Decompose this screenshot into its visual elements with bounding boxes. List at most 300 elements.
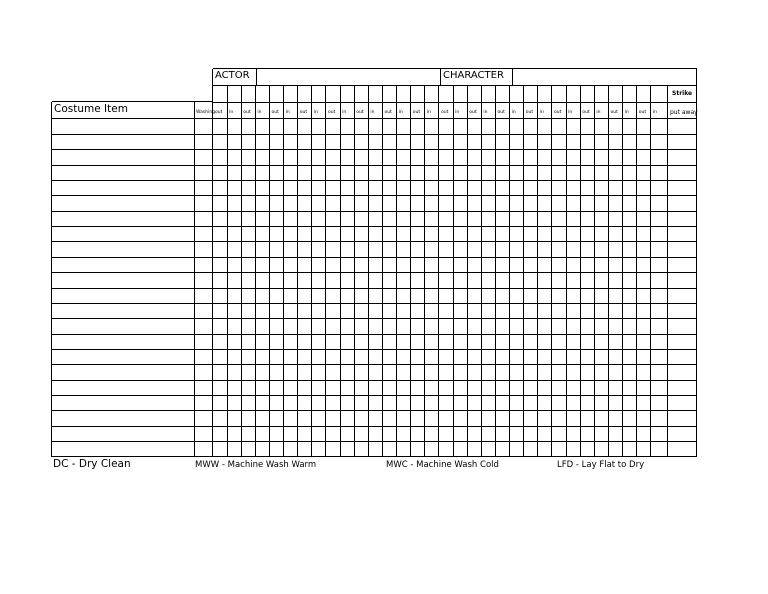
out-cell[interactable] xyxy=(439,303,453,318)
in-cell[interactable] xyxy=(481,411,495,426)
in-cell[interactable] xyxy=(623,288,637,303)
in-cell[interactable] xyxy=(651,396,665,411)
out-cell[interactable] xyxy=(552,349,566,364)
out-cell[interactable] xyxy=(213,396,227,411)
out-cell[interactable] xyxy=(241,349,255,364)
out-cell[interactable] xyxy=(637,380,651,395)
out-cell[interactable] xyxy=(298,196,312,211)
out-cell[interactable] xyxy=(298,319,312,334)
in-cell[interactable] xyxy=(312,365,326,380)
in-cell[interactable] xyxy=(284,196,298,211)
in-cell[interactable] xyxy=(481,442,495,457)
in-cell[interactable] xyxy=(227,134,241,149)
out-cell[interactable] xyxy=(524,211,538,226)
in-cell[interactable] xyxy=(340,334,354,349)
out-cell[interactable] xyxy=(411,227,425,242)
in-cell[interactable] xyxy=(623,319,637,334)
in-cell[interactable] xyxy=(425,380,439,395)
out-cell[interactable] xyxy=(270,273,284,288)
out-cell[interactable] xyxy=(580,365,594,380)
costume-item-cell[interactable] xyxy=(52,396,194,411)
in-cell[interactable] xyxy=(510,150,524,165)
put-away-cell[interactable] xyxy=(668,426,697,441)
in-cell[interactable] xyxy=(538,211,552,226)
out-cell[interactable] xyxy=(411,150,425,165)
in-cell[interactable] xyxy=(538,288,552,303)
in-cell[interactable] xyxy=(481,119,495,134)
in-cell[interactable] xyxy=(312,334,326,349)
in-cell[interactable] xyxy=(623,227,637,242)
out-cell[interactable] xyxy=(241,273,255,288)
in-cell[interactable] xyxy=(425,288,439,303)
in-cell[interactable] xyxy=(340,288,354,303)
out-cell[interactable] xyxy=(609,396,623,411)
in-cell[interactable] xyxy=(510,349,524,364)
in-cell[interactable] xyxy=(312,273,326,288)
in-cell[interactable] xyxy=(453,134,467,149)
in-cell[interactable] xyxy=(255,396,269,411)
in-cell[interactable] xyxy=(566,196,580,211)
out-cell[interactable] xyxy=(241,119,255,134)
washing-cell[interactable] xyxy=(194,411,213,426)
washing-cell[interactable] xyxy=(194,180,213,195)
out-cell[interactable] xyxy=(552,319,566,334)
in-cell[interactable] xyxy=(566,242,580,257)
out-cell[interactable] xyxy=(637,334,651,349)
out-cell[interactable] xyxy=(354,396,368,411)
out-cell[interactable] xyxy=(213,150,227,165)
out-cell[interactable] xyxy=(524,196,538,211)
out-cell[interactable] xyxy=(383,365,397,380)
out-cell[interactable] xyxy=(524,334,538,349)
out-cell[interactable] xyxy=(439,227,453,242)
out-cell[interactable] xyxy=(326,303,340,318)
put-away-cell[interactable] xyxy=(668,119,697,134)
out-cell[interactable] xyxy=(524,134,538,149)
in-cell[interactable] xyxy=(255,134,269,149)
in-cell[interactable] xyxy=(284,180,298,195)
in-cell[interactable] xyxy=(284,273,298,288)
in-cell[interactable] xyxy=(368,150,382,165)
out-cell[interactable] xyxy=(467,380,481,395)
out-cell[interactable] xyxy=(439,396,453,411)
in-cell[interactable] xyxy=(368,180,382,195)
out-cell[interactable] xyxy=(298,165,312,180)
in-cell[interactable] xyxy=(340,442,354,457)
in-cell[interactable] xyxy=(453,319,467,334)
out-cell[interactable] xyxy=(326,365,340,380)
in-cell[interactable] xyxy=(594,242,608,257)
washing-cell[interactable] xyxy=(194,119,213,134)
in-cell[interactable] xyxy=(255,119,269,134)
in-cell[interactable] xyxy=(284,349,298,364)
out-cell[interactable] xyxy=(496,411,510,426)
out-cell[interactable] xyxy=(383,411,397,426)
in-cell[interactable] xyxy=(397,349,411,364)
in-cell[interactable] xyxy=(510,319,524,334)
out-cell[interactable] xyxy=(467,442,481,457)
in-cell[interactable] xyxy=(594,349,608,364)
out-cell[interactable] xyxy=(383,257,397,272)
out-cell[interactable] xyxy=(496,442,510,457)
out-cell[interactable] xyxy=(270,319,284,334)
in-cell[interactable] xyxy=(453,396,467,411)
out-cell[interactable] xyxy=(609,334,623,349)
out-cell[interactable] xyxy=(213,227,227,242)
in-cell[interactable] xyxy=(227,426,241,441)
out-cell[interactable] xyxy=(524,380,538,395)
in-cell[interactable] xyxy=(227,349,241,364)
out-cell[interactable] xyxy=(609,273,623,288)
in-cell[interactable] xyxy=(312,319,326,334)
out-cell[interactable] xyxy=(270,288,284,303)
out-cell[interactable] xyxy=(270,349,284,364)
out-cell[interactable] xyxy=(270,442,284,457)
in-cell[interactable] xyxy=(566,365,580,380)
out-cell[interactable] xyxy=(580,134,594,149)
in-cell[interactable] xyxy=(255,196,269,211)
out-cell[interactable] xyxy=(439,257,453,272)
out-cell[interactable] xyxy=(411,119,425,134)
in-cell[interactable] xyxy=(284,257,298,272)
out-cell[interactable] xyxy=(354,319,368,334)
washing-cell[interactable] xyxy=(194,273,213,288)
in-cell[interactable] xyxy=(284,396,298,411)
out-cell[interactable] xyxy=(326,257,340,272)
in-cell[interactable] xyxy=(227,165,241,180)
in-cell[interactable] xyxy=(623,196,637,211)
put-away-cell[interactable] xyxy=(668,273,697,288)
in-cell[interactable] xyxy=(340,134,354,149)
out-cell[interactable] xyxy=(580,396,594,411)
in-cell[interactable] xyxy=(538,196,552,211)
out-cell[interactable] xyxy=(241,442,255,457)
in-cell[interactable] xyxy=(623,365,637,380)
in-cell[interactable] xyxy=(651,180,665,195)
in-cell[interactable] xyxy=(651,165,665,180)
out-cell[interactable] xyxy=(241,334,255,349)
in-cell[interactable] xyxy=(623,442,637,457)
out-cell[interactable] xyxy=(354,349,368,364)
in-cell[interactable] xyxy=(538,257,552,272)
in-cell[interactable] xyxy=(397,227,411,242)
in-cell[interactable] xyxy=(340,257,354,272)
in-cell[interactable] xyxy=(312,396,326,411)
out-cell[interactable] xyxy=(298,411,312,426)
in-cell[interactable] xyxy=(227,227,241,242)
in-cell[interactable] xyxy=(368,242,382,257)
in-cell[interactable] xyxy=(623,242,637,257)
out-cell[interactable] xyxy=(467,257,481,272)
in-cell[interactable] xyxy=(594,180,608,195)
in-cell[interactable] xyxy=(594,119,608,134)
in-cell[interactable] xyxy=(255,380,269,395)
costume-item-cell[interactable] xyxy=(52,180,194,195)
out-cell[interactable] xyxy=(609,134,623,149)
in-cell[interactable] xyxy=(453,442,467,457)
out-cell[interactable] xyxy=(326,396,340,411)
in-cell[interactable] xyxy=(425,273,439,288)
in-cell[interactable] xyxy=(312,227,326,242)
out-cell[interactable] xyxy=(213,119,227,134)
in-cell[interactable] xyxy=(538,180,552,195)
in-cell[interactable] xyxy=(481,150,495,165)
in-cell[interactable] xyxy=(397,196,411,211)
in-cell[interactable] xyxy=(340,365,354,380)
in-cell[interactable] xyxy=(425,242,439,257)
out-cell[interactable] xyxy=(298,380,312,395)
out-cell[interactable] xyxy=(270,411,284,426)
out-cell[interactable] xyxy=(467,165,481,180)
out-cell[interactable] xyxy=(580,426,594,441)
in-cell[interactable] xyxy=(510,426,524,441)
out-cell[interactable] xyxy=(326,134,340,149)
in-cell[interactable] xyxy=(594,442,608,457)
out-cell[interactable] xyxy=(383,211,397,226)
costume-item-cell[interactable] xyxy=(52,334,194,349)
in-cell[interactable] xyxy=(453,150,467,165)
out-cell[interactable] xyxy=(354,411,368,426)
in-cell[interactable] xyxy=(623,273,637,288)
out-cell[interactable] xyxy=(326,426,340,441)
in-cell[interactable] xyxy=(397,303,411,318)
out-cell[interactable] xyxy=(411,165,425,180)
out-cell[interactable] xyxy=(326,165,340,180)
out-cell[interactable] xyxy=(580,303,594,318)
in-cell[interactable] xyxy=(623,180,637,195)
in-cell[interactable] xyxy=(538,396,552,411)
out-cell[interactable] xyxy=(496,273,510,288)
in-cell[interactable] xyxy=(594,396,608,411)
out-cell[interactable] xyxy=(609,165,623,180)
in-cell[interactable] xyxy=(425,426,439,441)
out-cell[interactable] xyxy=(524,257,538,272)
in-cell[interactable] xyxy=(510,288,524,303)
out-cell[interactable] xyxy=(496,365,510,380)
in-cell[interactable] xyxy=(538,242,552,257)
out-cell[interactable] xyxy=(609,211,623,226)
in-cell[interactable] xyxy=(397,273,411,288)
costume-item-cell[interactable] xyxy=(52,380,194,395)
washing-cell[interactable] xyxy=(194,349,213,364)
out-cell[interactable] xyxy=(383,150,397,165)
in-cell[interactable] xyxy=(594,319,608,334)
out-cell[interactable] xyxy=(467,227,481,242)
in-cell[interactable] xyxy=(284,211,298,226)
out-cell[interactable] xyxy=(213,426,227,441)
in-cell[interactable] xyxy=(538,227,552,242)
put-away-cell[interactable] xyxy=(668,257,697,272)
put-away-cell[interactable] xyxy=(668,196,697,211)
in-cell[interactable] xyxy=(425,442,439,457)
out-cell[interactable] xyxy=(637,180,651,195)
out-cell[interactable] xyxy=(467,211,481,226)
put-away-cell[interactable] xyxy=(668,365,697,380)
out-cell[interactable] xyxy=(609,349,623,364)
in-cell[interactable] xyxy=(566,227,580,242)
out-cell[interactable] xyxy=(354,242,368,257)
out-cell[interactable] xyxy=(411,319,425,334)
in-cell[interactable] xyxy=(651,227,665,242)
out-cell[interactable] xyxy=(411,349,425,364)
in-cell[interactable] xyxy=(368,196,382,211)
out-cell[interactable] xyxy=(637,150,651,165)
in-cell[interactable] xyxy=(397,334,411,349)
in-cell[interactable] xyxy=(340,227,354,242)
out-cell[interactable] xyxy=(241,411,255,426)
out-cell[interactable] xyxy=(552,134,566,149)
in-cell[interactable] xyxy=(368,134,382,149)
out-cell[interactable] xyxy=(467,119,481,134)
out-cell[interactable] xyxy=(298,227,312,242)
in-cell[interactable] xyxy=(284,303,298,318)
in-cell[interactable] xyxy=(538,349,552,364)
in-cell[interactable] xyxy=(397,319,411,334)
in-cell[interactable] xyxy=(397,380,411,395)
out-cell[interactable] xyxy=(241,211,255,226)
in-cell[interactable] xyxy=(368,288,382,303)
in-cell[interactable] xyxy=(566,380,580,395)
in-cell[interactable] xyxy=(227,365,241,380)
out-cell[interactable] xyxy=(270,257,284,272)
out-cell[interactable] xyxy=(496,349,510,364)
in-cell[interactable] xyxy=(651,150,665,165)
in-cell[interactable] xyxy=(284,334,298,349)
out-cell[interactable] xyxy=(467,242,481,257)
in-cell[interactable] xyxy=(425,303,439,318)
out-cell[interactable] xyxy=(524,411,538,426)
out-cell[interactable] xyxy=(637,349,651,364)
out-cell[interactable] xyxy=(411,211,425,226)
out-cell[interactable] xyxy=(354,442,368,457)
in-cell[interactable] xyxy=(227,211,241,226)
in-cell[interactable] xyxy=(425,119,439,134)
out-cell[interactable] xyxy=(439,365,453,380)
in-cell[interactable] xyxy=(594,288,608,303)
in-cell[interactable] xyxy=(481,334,495,349)
out-cell[interactable] xyxy=(326,349,340,364)
in-cell[interactable] xyxy=(538,273,552,288)
in-cell[interactable] xyxy=(255,365,269,380)
in-cell[interactable] xyxy=(227,180,241,195)
in-cell[interactable] xyxy=(538,334,552,349)
washing-cell[interactable] xyxy=(194,288,213,303)
in-cell[interactable] xyxy=(255,211,269,226)
in-cell[interactable] xyxy=(312,165,326,180)
out-cell[interactable] xyxy=(213,257,227,272)
in-cell[interactable] xyxy=(623,257,637,272)
out-cell[interactable] xyxy=(524,396,538,411)
in-cell[interactable] xyxy=(481,426,495,441)
in-cell[interactable] xyxy=(481,396,495,411)
in-cell[interactable] xyxy=(340,150,354,165)
in-cell[interactable] xyxy=(453,211,467,226)
in-cell[interactable] xyxy=(651,242,665,257)
put-away-cell[interactable] xyxy=(668,396,697,411)
out-cell[interactable] xyxy=(326,442,340,457)
in-cell[interactable] xyxy=(227,150,241,165)
out-cell[interactable] xyxy=(270,119,284,134)
in-cell[interactable] xyxy=(397,165,411,180)
out-cell[interactable] xyxy=(298,257,312,272)
out-cell[interactable] xyxy=(270,180,284,195)
out-cell[interactable] xyxy=(326,227,340,242)
out-cell[interactable] xyxy=(637,319,651,334)
in-cell[interactable] xyxy=(227,396,241,411)
in-cell[interactable] xyxy=(397,180,411,195)
out-cell[interactable] xyxy=(467,180,481,195)
in-cell[interactable] xyxy=(425,211,439,226)
put-away-cell[interactable] xyxy=(668,211,697,226)
in-cell[interactable] xyxy=(510,303,524,318)
put-away-cell[interactable] xyxy=(668,227,697,242)
in-cell[interactable] xyxy=(368,165,382,180)
out-cell[interactable] xyxy=(552,380,566,395)
in-cell[interactable] xyxy=(312,242,326,257)
out-cell[interactable] xyxy=(496,150,510,165)
in-cell[interactable] xyxy=(368,319,382,334)
in-cell[interactable] xyxy=(340,426,354,441)
in-cell[interactable] xyxy=(453,380,467,395)
out-cell[interactable] xyxy=(270,365,284,380)
out-cell[interactable] xyxy=(354,134,368,149)
in-cell[interactable] xyxy=(510,119,524,134)
in-cell[interactable] xyxy=(368,442,382,457)
in-cell[interactable] xyxy=(397,242,411,257)
costume-item-cell[interactable] xyxy=(52,365,194,380)
out-cell[interactable] xyxy=(354,288,368,303)
out-cell[interactable] xyxy=(496,211,510,226)
out-cell[interactable] xyxy=(496,380,510,395)
in-cell[interactable] xyxy=(312,257,326,272)
in-cell[interactable] xyxy=(284,288,298,303)
costume-item-cell[interactable] xyxy=(52,211,194,226)
in-cell[interactable] xyxy=(651,273,665,288)
in-cell[interactable] xyxy=(284,134,298,149)
out-cell[interactable] xyxy=(270,211,284,226)
in-cell[interactable] xyxy=(538,165,552,180)
out-cell[interactable] xyxy=(467,273,481,288)
out-cell[interactable] xyxy=(637,134,651,149)
in-cell[interactable] xyxy=(651,426,665,441)
out-cell[interactable] xyxy=(383,242,397,257)
out-cell[interactable] xyxy=(496,303,510,318)
out-cell[interactable] xyxy=(241,180,255,195)
out-cell[interactable] xyxy=(270,196,284,211)
out-cell[interactable] xyxy=(609,196,623,211)
out-cell[interactable] xyxy=(270,303,284,318)
in-cell[interactable] xyxy=(510,165,524,180)
put-away-cell[interactable] xyxy=(668,334,697,349)
out-cell[interactable] xyxy=(298,180,312,195)
out-cell[interactable] xyxy=(298,365,312,380)
out-cell[interactable] xyxy=(637,165,651,180)
out-cell[interactable] xyxy=(270,396,284,411)
out-cell[interactable] xyxy=(496,334,510,349)
in-cell[interactable] xyxy=(312,150,326,165)
in-cell[interactable] xyxy=(594,365,608,380)
out-cell[interactable] xyxy=(609,380,623,395)
out-cell[interactable] xyxy=(298,349,312,364)
out-cell[interactable] xyxy=(580,273,594,288)
out-cell[interactable] xyxy=(213,196,227,211)
in-cell[interactable] xyxy=(594,257,608,272)
in-cell[interactable] xyxy=(594,334,608,349)
out-cell[interactable] xyxy=(354,380,368,395)
out-cell[interactable] xyxy=(580,319,594,334)
out-cell[interactable] xyxy=(609,365,623,380)
out-cell[interactable] xyxy=(383,180,397,195)
